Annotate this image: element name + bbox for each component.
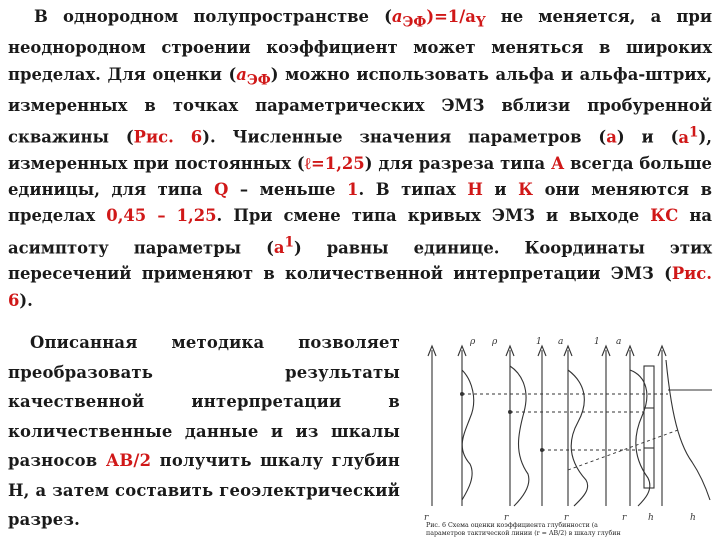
figure-ref: Рис. 6	[8, 264, 712, 310]
svg-text:a: a	[616, 337, 622, 347]
svg-text:1: 1	[594, 337, 600, 347]
figure-ref: Рис. 6	[133, 127, 203, 147]
figure-6-diagram	[418, 330, 716, 538]
paragraph-secondary: Описанная методика позволяет преобразовать результаты качественной интерпретации в количественные данные и из шкалы разносов АВ/2 получить шкалу глубин Н, а затем составить геоэлектрический разрез.	[8, 333, 401, 529]
figure-caption: Рис. 6 Схема оценки коэффициента глубинности (a	[426, 522, 598, 529]
svg-text:h: h	[690, 513, 696, 523]
svg-text:1: 1	[536, 337, 542, 347]
paragraph-main: В однородном полупространстве $(a_{ЭФ})=1/a_Y$ не меняется, а при неоднородном строении коэффициент может меняться в широких пределах. Для оценки $(a_{ЭФ})$ можно использовать альфа и альфа-штрих, измеренных в точках параметрических ЭМЗ вблизи пробуренной скважины (Рис. 6). Численные значения параметров (a) и $(a^1)$, измеренных при постоянных (ℓ=1,25) для разреза типа А всегда больше единицы, для типа Q – меньше 1. В типах Н и К они меняются в пределах 0,45 – 1,25. При смене типа кривых ЭМЗ и выходе КС на асимптоту параметры $(a^1)$ равны единице. Координаты этих пересечений применяют в количественной интерпретации ЭМЗ (Рис. 6).	[8, 7, 713, 310]
svg-text:ρ: ρ	[470, 337, 476, 347]
figure-caption-2: параметров тактической линии (r = AB/2) в шкалу глубин	[426, 530, 621, 537]
svg-text:h: h	[648, 513, 654, 523]
svg-text:r: r	[564, 513, 569, 523]
svg-text:r: r	[424, 513, 429, 523]
svg-text:ρ: ρ	[492, 337, 498, 347]
svg-text:r: r	[504, 513, 509, 523]
svg-text:a: a	[558, 337, 564, 347]
term-a-ef: $a_{ЭФ})=1/a_Y$	[391, 7, 486, 31]
svg-text:r: r	[622, 513, 627, 523]
